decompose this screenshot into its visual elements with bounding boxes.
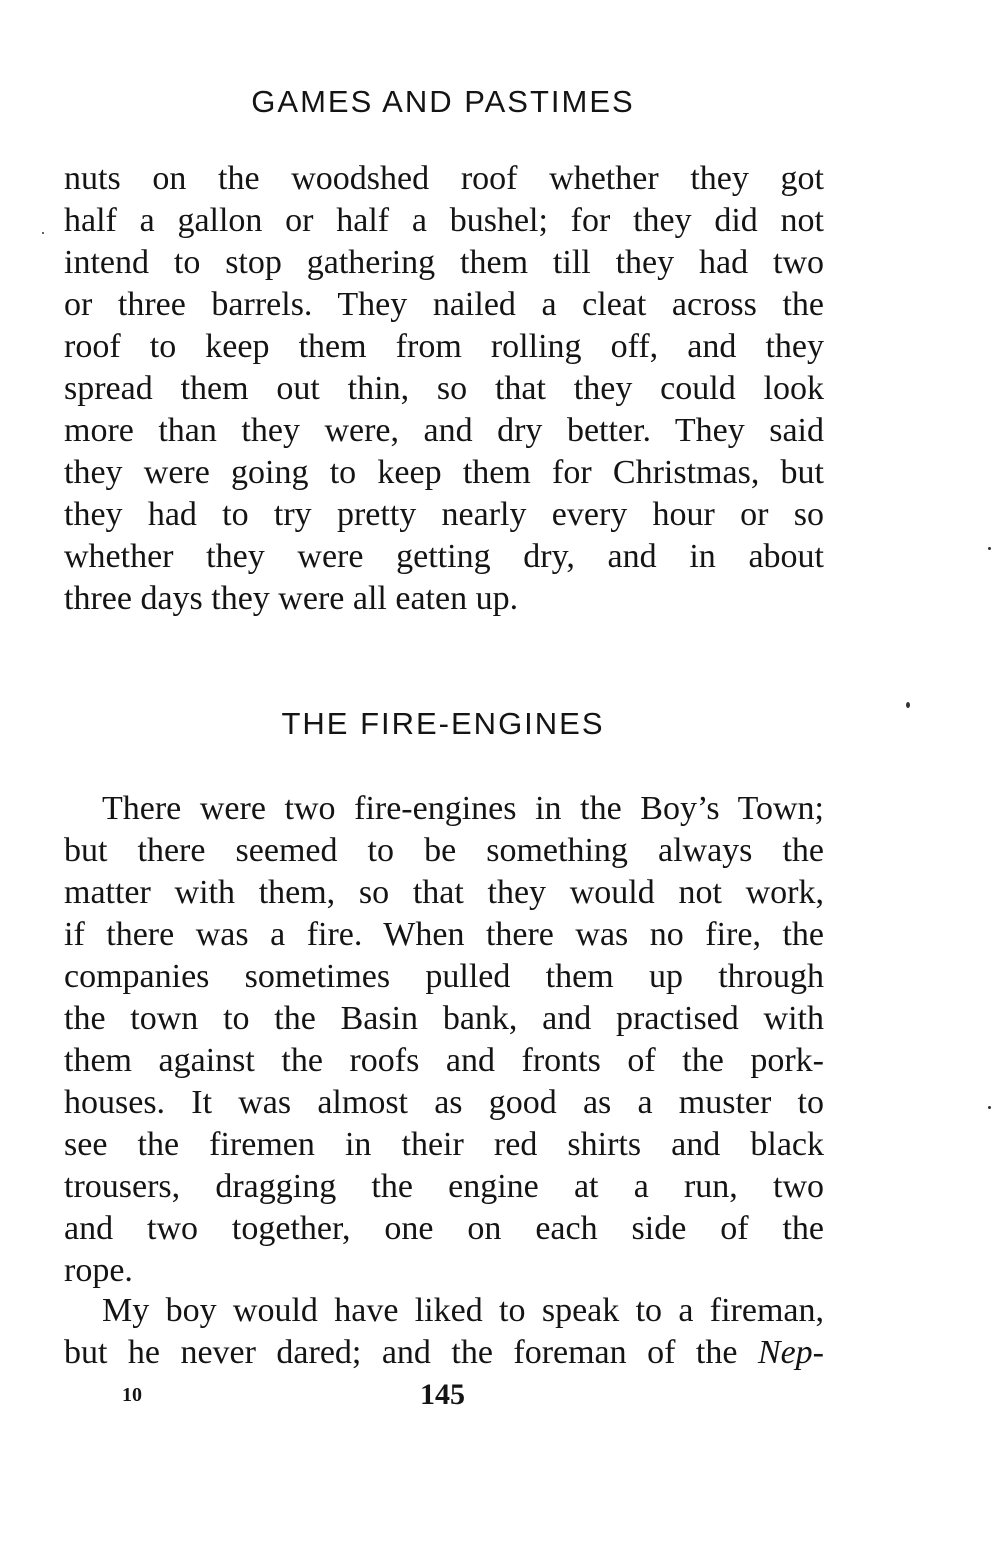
text-line: and two together, one on each side of the [64,1210,824,1247]
text-line: trousers, dragging the engine at a run, two [64,1168,824,1205]
text-line: or three barrels. They nailed a cleat across the [64,286,824,323]
text-line: if there was a fire. When there was no fire, the [64,916,824,953]
text-line: more than they were, and dry better. They said [64,412,824,449]
text-line: spread them out thin, so that they could look [64,370,824,407]
text-line: My boy would have liked to speak to a fireman, [102,1292,824,1329]
page-number: 145 [420,1378,465,1411]
text-line: whether they were getting dry, and in about [64,538,824,575]
ink-speck [988,1106,991,1109]
text-line: rope. [64,1252,133,1289]
section-title: THE FIRE-ENGINES [281,706,605,741]
text-line: companies sometimes pulled them up through [64,958,824,995]
ink-speck [988,547,991,550]
text-line: nuts on the woodshed roof whether they got [64,160,824,197]
text-line: three days they were all eaten up. [64,580,519,617]
text-line: they had to try pretty nearly every hour or so [64,496,824,533]
text-line: the town to the Basin bank, and practised with [64,1000,824,1037]
text-line: them against the roofs and fronts of the pork- [64,1042,824,1079]
text-line [64,1332,824,1374]
signature-mark: 10 [122,1384,142,1406]
text-line: There were two fire-engines in the Boy’s Town; [102,790,824,827]
text-line: they were going to keep them for Christmas, but [64,454,824,491]
text-segment: but he never dared; and the foreman of the [64,1334,758,1371]
text-line: houses. It was almost as good as a muster to [64,1084,824,1121]
text-line: but there seemed to be something always the [64,832,824,869]
text-line: matter with them, so that they would not work, [64,874,824,911]
paragraph-fire-engines [64,788,824,1292]
running-head: GAMES AND PASTIMES [251,84,635,119]
ink-speck [906,702,910,708]
text-line: see the firemen in their red shirts and black [64,1126,824,1163]
text-line: half a gallon or half a bushel; for they did not [64,202,824,239]
paragraph-nuts [64,158,824,620]
text-line: roof to keep them from rolling off, and they [64,328,824,365]
paragraph-my-boy [64,1290,824,1374]
italic-word: Nep- [757,1334,824,1371]
text-line: intend to stop gathering them till they had two [64,244,824,281]
ink-speck [42,232,44,234]
